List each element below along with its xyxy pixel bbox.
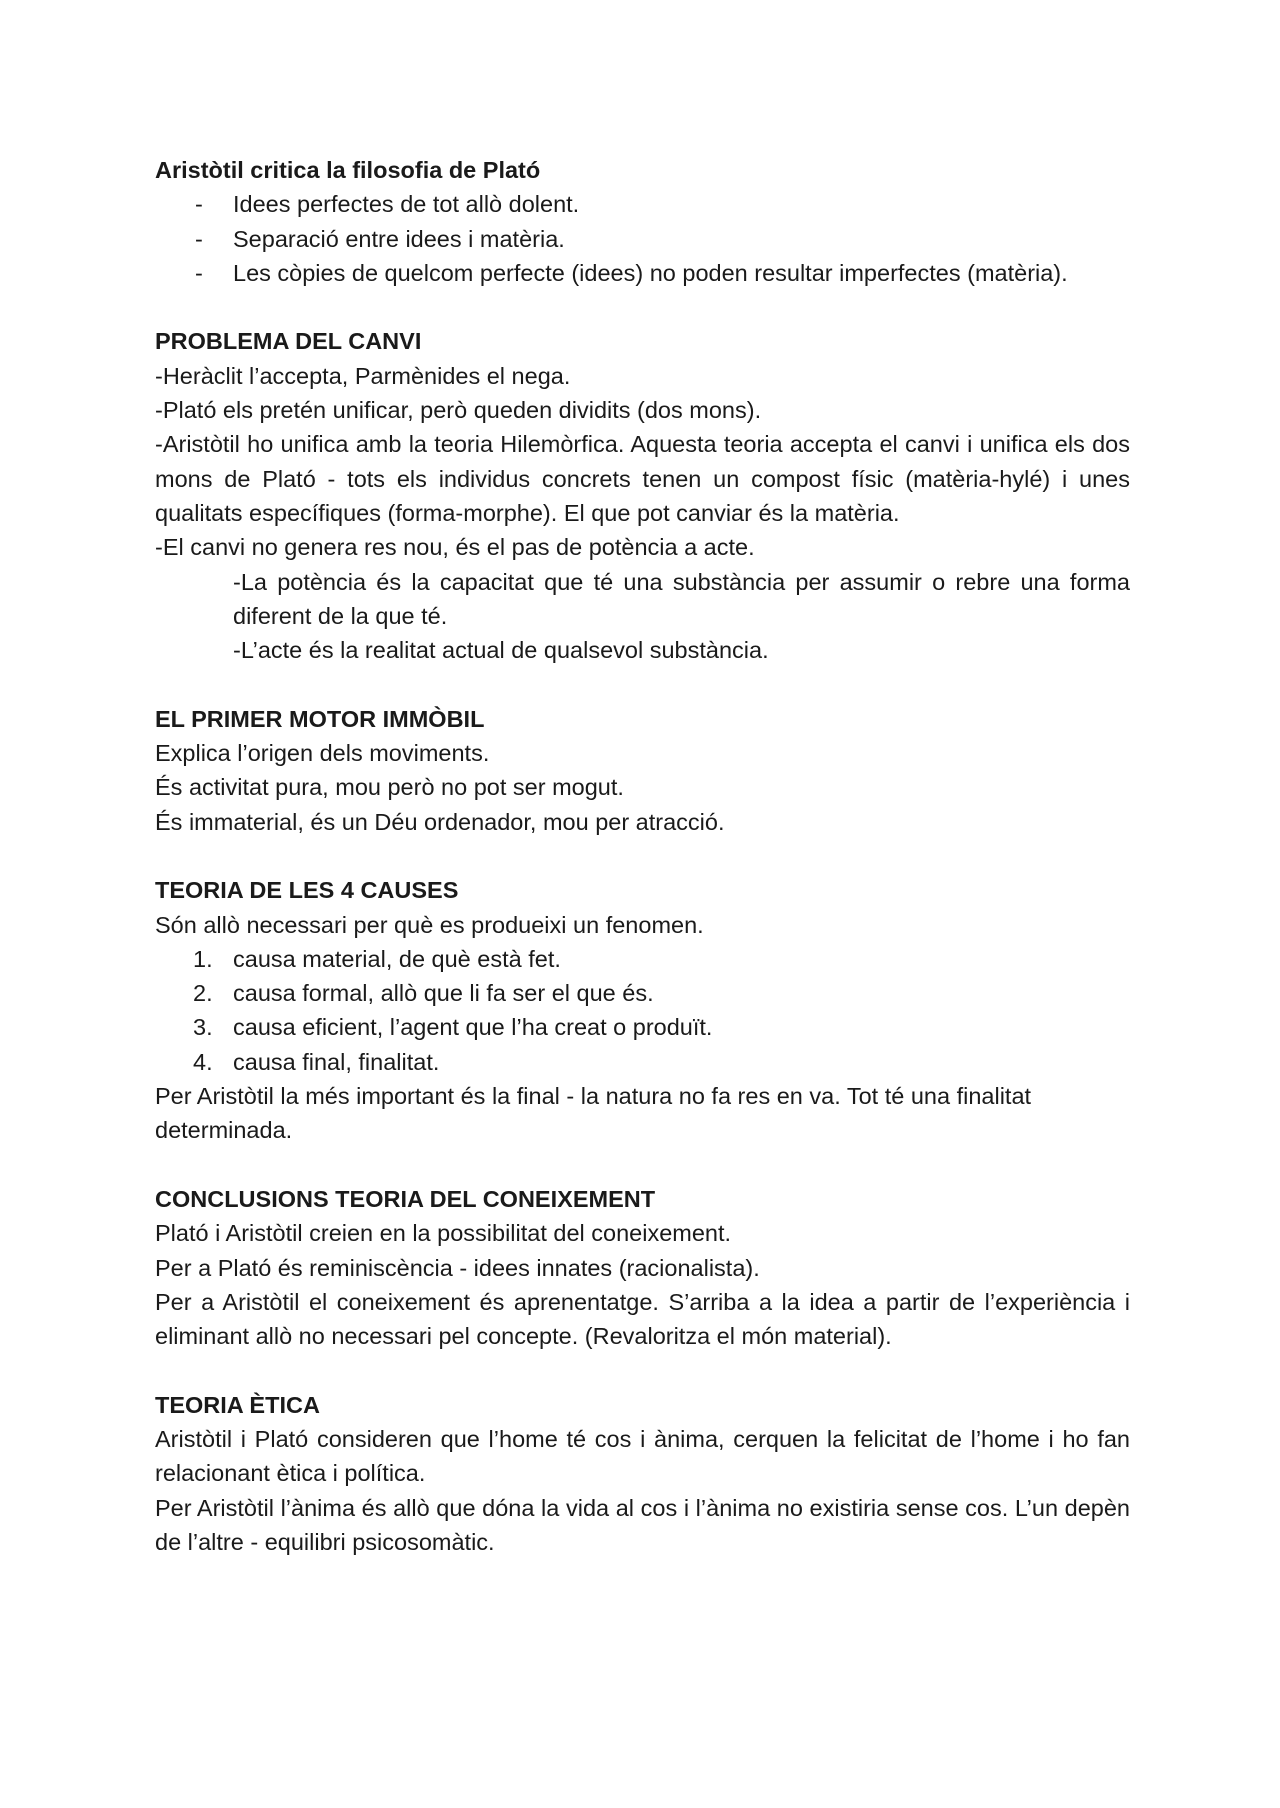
paragraph: Per Aristòtil la més important és la final - la natura no fa res en va. Tot té una finalitat determinada. <box>155 1083 1032 1144</box>
list-item <box>155 187 1130 221</box>
paragraph: Són allò necessari per què es produeixi un fenomen. <box>155 911 704 938</box>
spacer <box>155 1148 1130 1182</box>
paragraph: Aristòtil i Plató consideren que l’home té cos i ànima, cerquen la felicitat de l’home i ho fan relacionant ètica i política. <box>155 1425 1130 1487</box>
section-heading: CONCLUSIONS TEORIA DEL CONEIXEMENT <box>155 1185 656 1212</box>
list-item-text: Les còpies de quelcom perfecte (idees) no poden resultar imperfectes (matèria). <box>233 259 1068 286</box>
list-number: 4. <box>193 1048 213 1075</box>
dash-bullet: - <box>195 191 203 218</box>
spacer <box>155 290 1130 324</box>
list-item <box>155 976 1130 1010</box>
paragraph: Per a Aristòtil el coneixement és aprenentatge. S’arriba a la idea a partir de l’experiència i eliminant allò no necessari pel concepte. (Revaloritza el món material). <box>155 1288 1130 1350</box>
spacer <box>155 667 1130 701</box>
paragraph: Plató i Aristòtil creien en la possibilitat del coneixement. <box>155 1220 732 1247</box>
list-number: 1. <box>193 945 213 972</box>
list-item-text: Separació entre idees i matèria. <box>233 225 565 252</box>
list-item-text: causa final, finalitat. <box>233 1048 440 1075</box>
list-item-text: causa formal, allò que li fa ser el que és. <box>233 980 654 1007</box>
paragraph: Per a Plató és reminiscència - idees innates (racionalista). <box>155 1254 760 1281</box>
list-item <box>155 942 1130 976</box>
list-item <box>155 1045 1130 1079</box>
paragraph: Per Aristòtil l’ànima és allò que dóna la vida al cos i l’ànima no existiria sense cos. L’un depèn de l’altre - equilibri psicosomàtic. <box>155 1494 1130 1555</box>
list-item <box>155 222 1130 256</box>
section-heading: TEORIA ÈTICA <box>155 1391 320 1418</box>
list-item <box>155 256 1130 290</box>
list-item <box>155 1010 1130 1044</box>
list-number: 2. <box>193 980 213 1007</box>
paragraph: -Heràclit l’accepta, Parmènides el nega. <box>155 362 571 389</box>
dash-bullet: - <box>195 259 203 286</box>
paragraph: Explica l’origen dels moviments. <box>155 740 490 767</box>
dash-list <box>155 187 1130 290</box>
paragraph: És immaterial, és un Déu ordenador, mou per atracció. <box>155 808 725 835</box>
section-heading: TEORIA DE LES 4 CAUSES <box>155 877 459 904</box>
section-heading: PROBLEMA DEL CANVI <box>155 328 422 355</box>
section-heading: Aristòtil critica la filosofia de Plató <box>155 157 541 183</box>
numbered-list <box>155 942 1130 1079</box>
paragraph: -Plató els pretén unificar, però queden dividits (dos mons). <box>155 397 762 424</box>
dash-bullet: - <box>195 225 203 252</box>
document-body <box>155 153 1130 1559</box>
paragraph: És activitat pura, mou però no pot ser mogut. <box>155 774 624 801</box>
section-heading: EL PRIMER MOTOR IMMÒBIL <box>155 705 485 732</box>
spacer <box>155 1353 1130 1387</box>
paragraph: -El canvi no genera res nou, és el pas de potència a acte. <box>155 534 755 561</box>
list-number: 3. <box>193 1014 213 1041</box>
list-item-text: Idees perfectes de tot allò dolent. <box>233 191 580 218</box>
spacer <box>155 839 1130 873</box>
list-item-text: causa material, de què està fet. <box>233 945 561 972</box>
indented-paragraph: -L’acte és la realitat actual de qualsevol substància. <box>233 637 769 664</box>
indented-paragraph: -La potència és la capacitat que té una substància per assumir o rebre una forma diferent de la que té. <box>233 568 1130 629</box>
list-item-text: causa eficient, l’agent que l’ha creat o produït. <box>233 1014 713 1041</box>
paragraph: -Aristòtil ho unifica amb la teoria Hilemòrfica. Aquesta teoria accepta el canvi i unifica els dos mons de Plató - tots els individus concrets tenen un compost físic (matèria-hylé) i unes qualitats específiques (forma-morphe). El que pot canviar és la matèria. <box>155 431 1130 526</box>
